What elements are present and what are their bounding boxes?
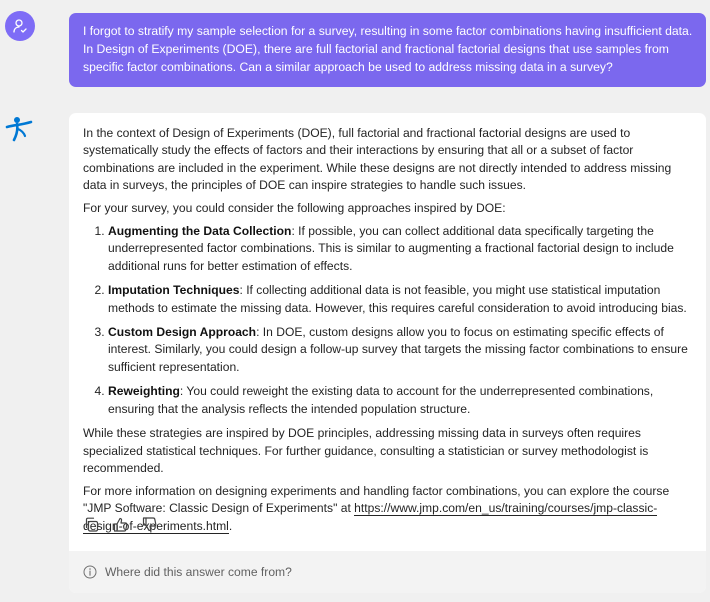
- answer-more-info: [83, 483, 694, 535]
- more-info-text: For more information on designing experiments and handling factor combinations, you can explore the course "JMP Software: Classic Design of Experiments" at: [83, 483, 670, 516]
- list-item-text: : If possible, you can collect additional data specifically targeting the underrepresented factor combinations. This is similar to augmenting a fractional factorial design to include additional runs for better estimation of effects.: [108, 224, 674, 273]
- user-message-text: I forgot to stratify my sample selection for a survey, resulting in some factor combinations having insufficient data. In Design of Experiments (DOE), there are full factorial and fractional factorial designs that use samples from specific factor combinations. Can a similar approach be used to address missing data in a survey?: [83, 24, 693, 74]
- copy-icon: [84, 517, 99, 532]
- user-message: [69, 13, 706, 87]
- copy-button[interactable]: [83, 516, 99, 532]
- info-icon: [83, 565, 97, 579]
- like-button[interactable]: [112, 516, 128, 532]
- dislike-button[interactable]: [141, 516, 157, 532]
- list-item: [108, 324, 694, 376]
- list-item-text: : If collecting additional data is not feasible, you might use statistical imputation methods to estimate the missing data. However, this requires careful consideration to avoid introducing bias.: [108, 283, 687, 315]
- answer-intro: In the context of Design of Experiments (DOE), full factorial and fractional factorial designs are used to systematically study the effects of factors and their interactions by ensuring that all or a subset of factor combinations are included in the experiment. While these designs are not directly intended to address missing data in surveys, the principles of DOE can inspire strategies to handle such issues.: [83, 126, 672, 193]
- list-item-title: Augmenting the Data Collection: [108, 224, 292, 239]
- thumbs-up-icon: [113, 517, 128, 532]
- answer-source-button[interactable]: [69, 551, 706, 593]
- course-link[interactable]: https://www.jmp.com/en_us/training/courses/jmp-classic-design-of-experiments.html: [83, 501, 658, 533]
- approach-list: [83, 223, 694, 418]
- answer-actions: [83, 516, 157, 532]
- answer-body: [69, 113, 706, 535]
- list-item-text: : You could reweight the existing data to account for the underrepresented combinations, ensuring that the analysis reflects the intended population structure.: [108, 384, 654, 416]
- user-icon: [12, 18, 28, 34]
- assistant-avatar: [4, 113, 34, 143]
- list-item: [108, 282, 694, 317]
- list-item-title: Reweighting: [108, 384, 180, 399]
- user-avatar: [5, 11, 35, 41]
- answer-source-label: Where did this answer come from?: [105, 565, 292, 579]
- thumbs-down-icon: [142, 517, 157, 532]
- answer-lead: For your survey, you could consider the following approaches inspired by DOE:: [83, 201, 506, 216]
- more-info-suffix: .: [228, 518, 233, 533]
- assistant-answer-card: [69, 113, 706, 593]
- answer-closing: While these strategies are inspired by DOE principles, addressing missing data in surveys often requires specialized statistical techniques. For further guidance, consulting a statistician or survey methodologist is recommended.: [83, 426, 649, 475]
- list-item: [108, 383, 694, 418]
- copilot-logo-icon: [4, 113, 34, 143]
- list-item: [108, 223, 694, 275]
- list-item-title: Imputation Techniques: [108, 283, 240, 298]
- list-item-title: Custom Design Approach: [108, 325, 257, 340]
- list-item-text: : In DOE, custom designs allow you to focus on estimating specific effects of interest. Similarly, you could design a follow-up survey that targets the missing factor combinations to ensure sufficient representation.: [108, 325, 688, 374]
